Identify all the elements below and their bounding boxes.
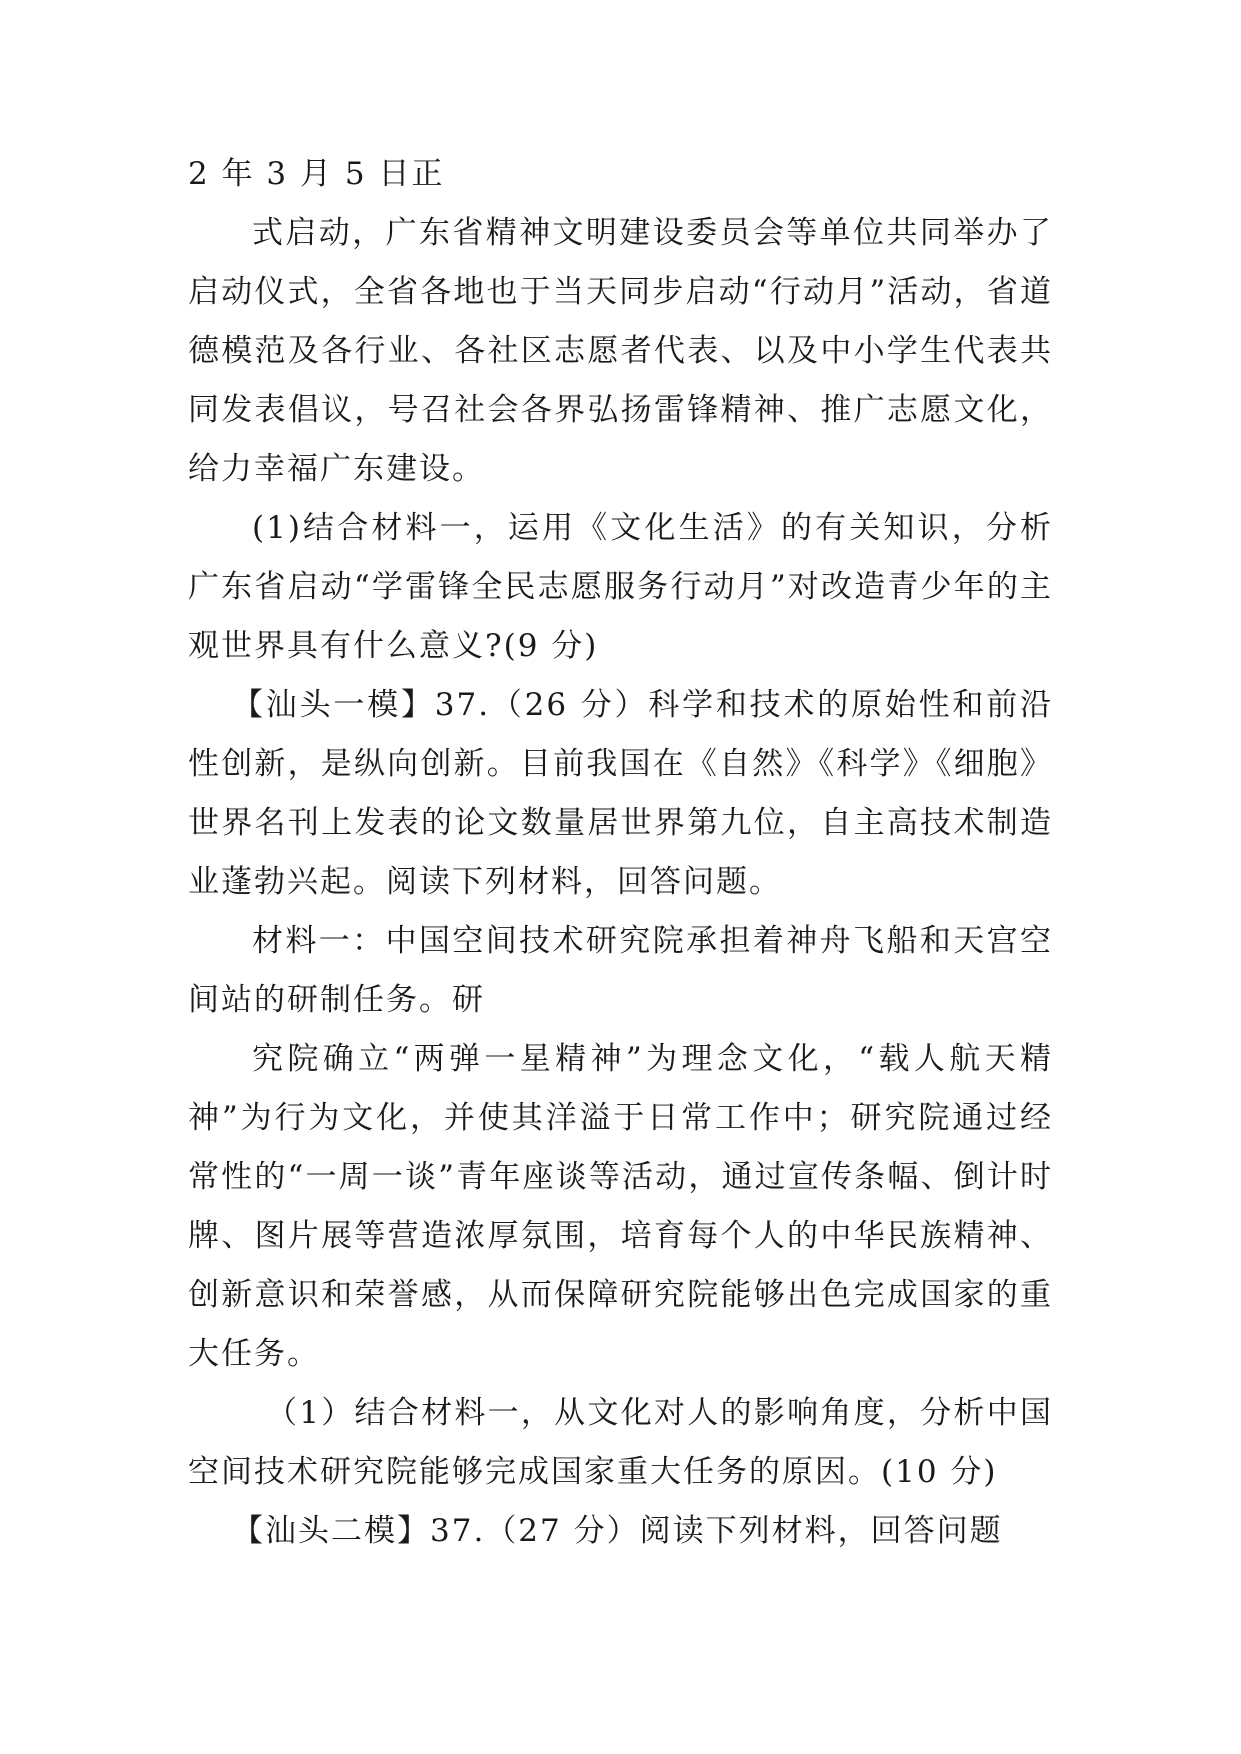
paragraph-material-1-continued: 究院确立“两弹一星精神”为理念文化，“载人航天精神”为行为文化，并使其洋溢于日常工作中；研究院通过经常性的“一周一谈”青年座谈等活动，通过宣传条幅、倒计时牌、图片展等营造浓厚氛围，培育每个人的中华民族精神、创新意识和荣誉感，从而保障研究院能够出色完成国家的重大任务。 <box>188 1041 1053 1372</box>
paragraph-shantou-mock-1: 【汕头一模】37.（26 分）科学和技术的原始性和前沿性创新，是纵向创新。目前我国在《自然》《科学》《细胞》世界名刊上发表的论文数量居世界第九位，自主高技术制造业蓬勃兴起。阅读下列材料，回答问题。 <box>188 687 1053 900</box>
document-body <box>188 145 1053 1561</box>
paragraph-question-1: (1)结合材料一，运用《文化生活》的有关知识，分析广东省启动“学雷锋全民志愿服务行动月”对改造青少年的主观世界具有什么意义?(9 分) <box>188 510 1053 664</box>
paragraph-material-1-start: 材料一：中国空间技术研究院承担着神舟飞船和天宫空间站的研制任务。研 <box>188 923 1053 1018</box>
paragraph-launch-ceremony: 式启动，广东省精神文明建设委员会等单位共同举办了启动仪式，全省各地也于当天同步启动“行动月”活动，省道德模范及各行业、各社区志愿者代表、以及中小学生代表共同发表倡议，号召社会各界弘扬雷锋精神、推广志愿文化，给力幸福广东建设。 <box>188 215 1053 487</box>
paragraph-shantou-mock-2: 【汕头二模】37.（27 分）阅读下列材料，回答问题 <box>232 1513 1003 1549</box>
paragraph-question-1-b: （1）结合材料一，从文化对人的影响角度，分析中国空间技术研究院能够完成国家重大任务的原因。(10 分) <box>188 1395 1053 1490</box>
paragraph-date-fragment: 2 年 3 月 5 日正 <box>188 156 445 192</box>
